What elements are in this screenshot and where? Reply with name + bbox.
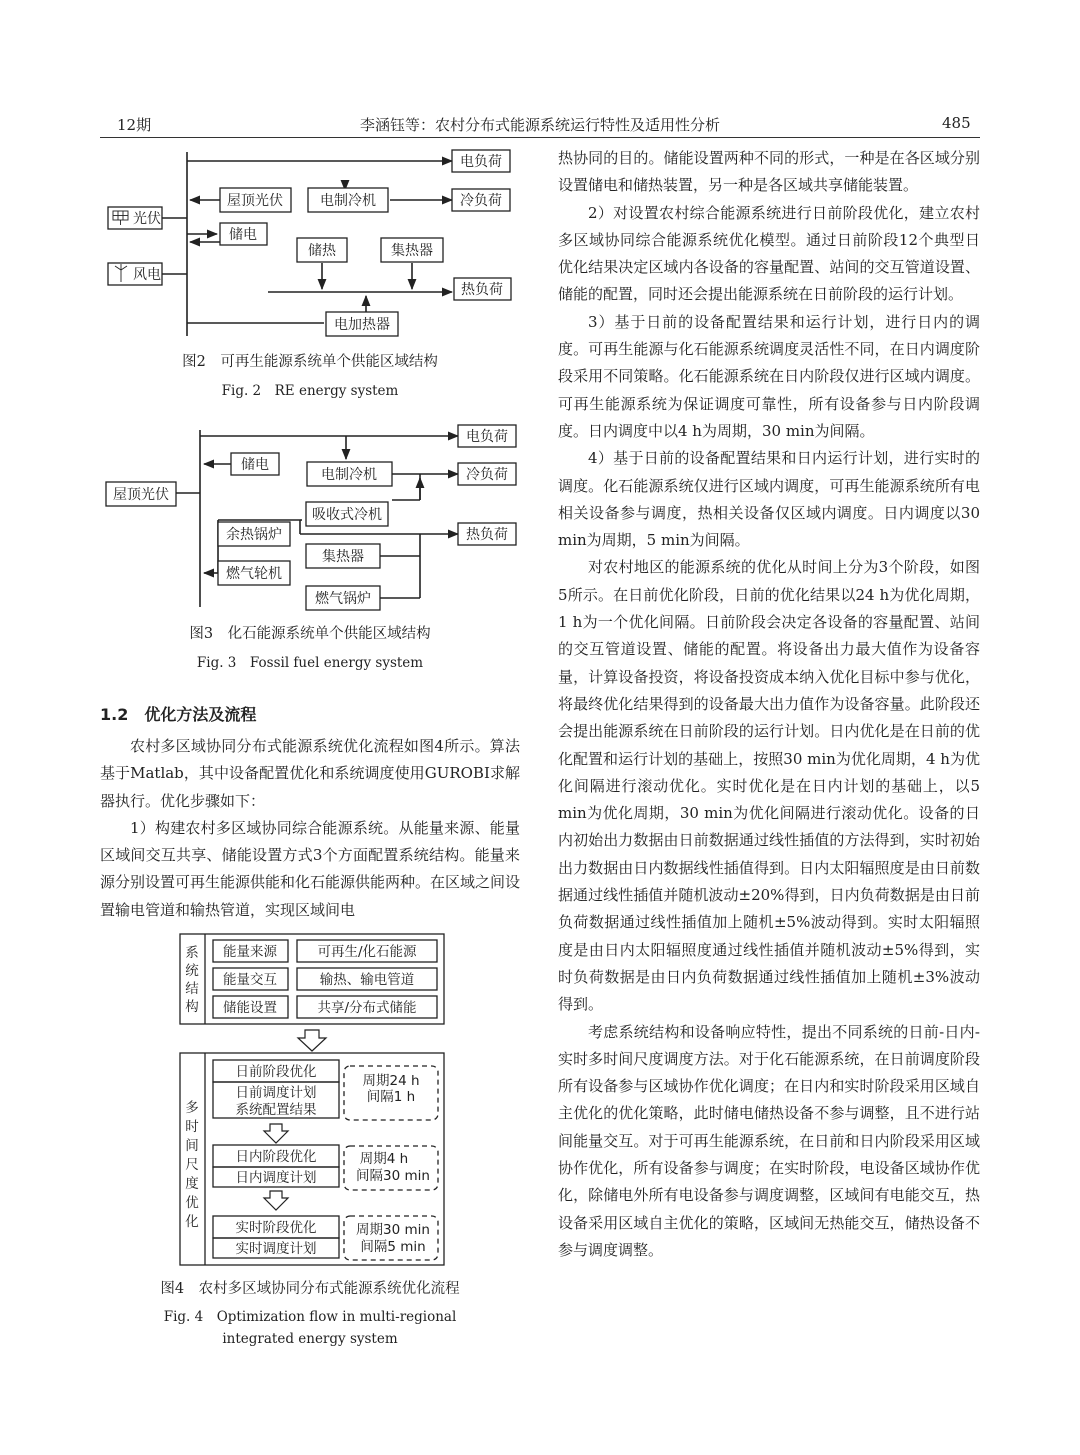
f3-load-electric: 电负荷 bbox=[466, 429, 508, 445]
page-number: 485 bbox=[942, 114, 971, 132]
stage-title: 实时阶段优化 bbox=[235, 1220, 317, 1236]
stage-period: 周期30 min bbox=[356, 1222, 430, 1238]
multi-label-char: 化 bbox=[185, 1214, 199, 1230]
node-load-cooling: 冷负荷 bbox=[460, 193, 502, 209]
paragraph: 考虑系统结构和设备响应特性，提出不同系统的日前-日内-实时多时间尺度调度方法。对于化石能源系统，在日前调度阶段所有设备参与区域协作优化调度；在日内和实时阶段采用区域自主优化的优化策略，此时储电储热设备不参与调整，且不进行站间能量交互。对于可再生能源系统，在日前和日内阶段采用区域协作优化，所有设备参与调度；在实时阶段，电设备区域协作优化，除储电外所有电设备参与调度调整，区域间有电能交互，热设备采用区域自主优化的策略，区域间无热能交互，储热设备不参与调度调整。 bbox=[558, 1022, 980, 1259]
f3-rooftop-pv: 屋顶光伏 bbox=[113, 487, 169, 503]
figure-2-diagram bbox=[100, 145, 540, 345]
f3-absorption-chiller: 吸收式冷机 bbox=[312, 507, 382, 523]
multi-label-char: 多 bbox=[185, 1100, 199, 1116]
row-key: 储能设置 bbox=[223, 1000, 277, 1016]
issue-number: 12期 bbox=[117, 116, 152, 134]
sys-label-char: 统 bbox=[185, 963, 199, 979]
sys-label-char: 结 bbox=[185, 981, 199, 997]
figure-4-caption: 图4 农村多区域协同分布式能源系统优化流程 bbox=[160, 1281, 460, 1297]
stage-period: 周期24 h bbox=[362, 1073, 420, 1089]
node-load-electric: 电负荷 bbox=[460, 154, 502, 170]
stage-sub: 实时调度计划 bbox=[235, 1241, 317, 1257]
multi-label-char: 度 bbox=[185, 1176, 199, 1192]
paragraph: 2）对设置农村综合能源系统进行日前阶段优化，建立农村多区域协同综合能源系统优化模型。通过日前阶段12个典型日优化结果决定区域内各设备的容量配置、站间的交互管道设置、储能的配置，同时还会提出能源系统在日前阶段的运行计划。 bbox=[558, 203, 980, 304]
node-elec-storage: 储电 bbox=[229, 227, 257, 243]
figure-3-diagram bbox=[100, 420, 530, 615]
node-rooftop-pv: 屋顶光伏 bbox=[227, 193, 283, 209]
section-title: 优化方法及流程 bbox=[144, 705, 257, 724]
stage-sub: 日内调度计划 bbox=[235, 1170, 317, 1186]
stage-interval: 间隔1 h bbox=[366, 1089, 416, 1105]
node-wind: 风电 bbox=[133, 267, 161, 283]
node-collector: 集热器 bbox=[391, 243, 433, 259]
sys-label-char: 构 bbox=[185, 999, 199, 1015]
figure-4-caption-en2: integrated energy system bbox=[222, 1331, 398, 1347]
row-key: 能量来源 bbox=[223, 944, 277, 960]
paragraph: 3）基于日前的设备配置结果和运行计划，进行日内的调度。可再生能源与化石能源系统调度灵活性不同，在日内调度阶段采用不同策略。化石能源系统在日内阶段仅进行区域内调度。可再生能源系统为保证调度可靠性，所有设备参与日内阶段调度。日内调度中以4 h为周期，30 min为间隔。 bbox=[558, 312, 980, 440]
f3-load-heat: 热负荷 bbox=[466, 527, 508, 543]
figure-3-caption: 图3 化石能源系统单个供能区域结构 bbox=[189, 626, 431, 642]
node-pv: 光伏 bbox=[133, 211, 161, 227]
figure-2-caption-en: Fig. 2 RE energy system bbox=[221, 383, 399, 399]
stage-interval: 间隔5 min bbox=[360, 1239, 426, 1255]
section-heading bbox=[100, 702, 256, 725]
paragraph: 对农村地区的能源系统的优化从时间上分为3个阶段，如图5所示。在日前优化阶段，日前的优化结果以24 h为优化周期，1 h为一个优化间隔。日前阶段会决定各设备的容量配置、站间的交互管道设置、储能的配置。将设备出力最大值作为设备容量，计算设备投资，将设备投资成本纳入优化目标中参与优化，将最终优化结果得到的设备最大出力值作为设备容量。此阶段还会提出能源系统在日前阶段的运行计划。日内优化是在日前的优化配置和运行计划的基础上，按照30 min为优化周期，4 h为优化间隔进行滚动优化。实时优化是在日内计划的基础上，以5 min为优化周期，30 min为优化间隔进行滚动优化。设备的日内初始出力数据由日前数据通过线性插值的方法得到，实时初始出力数据由日内数据线性插值得到。日内太阳辐照度是由日前数据通过线性插值并随机波动±20%得到，日内负荷数据是由日前负荷数据通过线性插值加上随机±5%波动得到。实时太阳辐照度是由日内太阳辐照度通过线性插值并随机波动±5%得到，实时负荷数据是由日内负荷数据通过线性插值加上随机±3%波动得到。 bbox=[558, 558, 980, 1014]
node-load-heat: 热负荷 bbox=[461, 282, 503, 298]
running-title: 李涵钰等：农村分布式能源系统运行特性及适用性分析 bbox=[359, 116, 720, 134]
sys-label-char: 系 bbox=[185, 945, 199, 961]
multi-label-char: 优 bbox=[185, 1195, 199, 1211]
f3-load-cooling: 冷负荷 bbox=[466, 467, 508, 483]
f3-electric-chiller: 电制冷机 bbox=[321, 467, 377, 483]
multi-label-char: 时 bbox=[185, 1119, 199, 1135]
stage-sub: 系统配置结果 bbox=[235, 1102, 317, 1118]
paragraph: 4）基于日前的设备配置结果和日内运行计划，进行实时的调度。化石能源系统仅进行区域内调度，可再生能源系统所有电相关设备参与调度，热相关设备仅区域内调度。日内调度以30 min为周期，5 min为间隔。 bbox=[558, 449, 980, 550]
row-value: 可再生/化石能源 bbox=[317, 944, 417, 960]
paragraph: 1）构建农村多区域协同综合能源系统。从能量来源、能量区域间交互共享、储能设置方式3个方面配置系统结构。能量来源分别设置可再生能源供能和化石能源供能两种。在区域之间设置输电管道和输热管道，实现区域间电 bbox=[100, 818, 521, 919]
f3-gas-boiler: 燃气锅炉 bbox=[315, 591, 371, 607]
paragraph: 农村多区域协同分布式能源系统优化流程如图4所示。算法基于Matlab，其中设备配置优化和系统调度使用GUROBI求解器执行。优化步骤如下： bbox=[100, 737, 520, 810]
figure-2-caption: 图2 可再生能源系统单个供能区域结构 bbox=[182, 354, 438, 370]
paragraph: 热协同的目的。储能设置两种不同的形式，一种是在各区域分别设置储电和储热装置，另一种是各区域共享储能装置。 bbox=[558, 149, 980, 195]
row-value: 共享/分布式储能 bbox=[317, 1000, 417, 1016]
header-rule bbox=[100, 137, 980, 138]
multi-label-char: 间 bbox=[185, 1138, 199, 1154]
f3-collector: 集热器 bbox=[322, 549, 364, 565]
stage-title: 日前阶段优化 bbox=[235, 1064, 317, 1080]
node-electric-chiller: 电制冷机 bbox=[320, 193, 376, 209]
figure-3-caption-en: Fig. 3 Fossil fuel energy system bbox=[196, 655, 424, 671]
row-key: 能量交互 bbox=[223, 972, 277, 988]
row-value: 输热、输电管道 bbox=[319, 972, 415, 988]
right-column-text bbox=[558, 145, 980, 1264]
node-heat-storage: 储热 bbox=[308, 243, 336, 259]
multi-label-char: 尺 bbox=[185, 1157, 199, 1173]
stage-sub: 日前调度计划 bbox=[235, 1085, 317, 1101]
stage-title: 日内阶段优化 bbox=[235, 1149, 317, 1165]
figure-4-caption-en: Fig. 4 Optimization flow in multi-regional bbox=[163, 1309, 457, 1325]
stage-period: 周期4 h bbox=[359, 1151, 409, 1167]
node-electric-heater: 电加热器 bbox=[334, 317, 390, 333]
stage-interval: 间隔30 min bbox=[356, 1168, 430, 1184]
section-number: 1.2 bbox=[100, 705, 129, 724]
figure-4-flowchart bbox=[175, 928, 450, 1270]
f3-gas-turbine: 燃气轮机 bbox=[226, 566, 282, 582]
left-column-text bbox=[100, 733, 520, 924]
f3-waste-heat-boiler: 余热锅炉 bbox=[226, 527, 282, 543]
f3-elec-storage: 储电 bbox=[241, 457, 269, 473]
